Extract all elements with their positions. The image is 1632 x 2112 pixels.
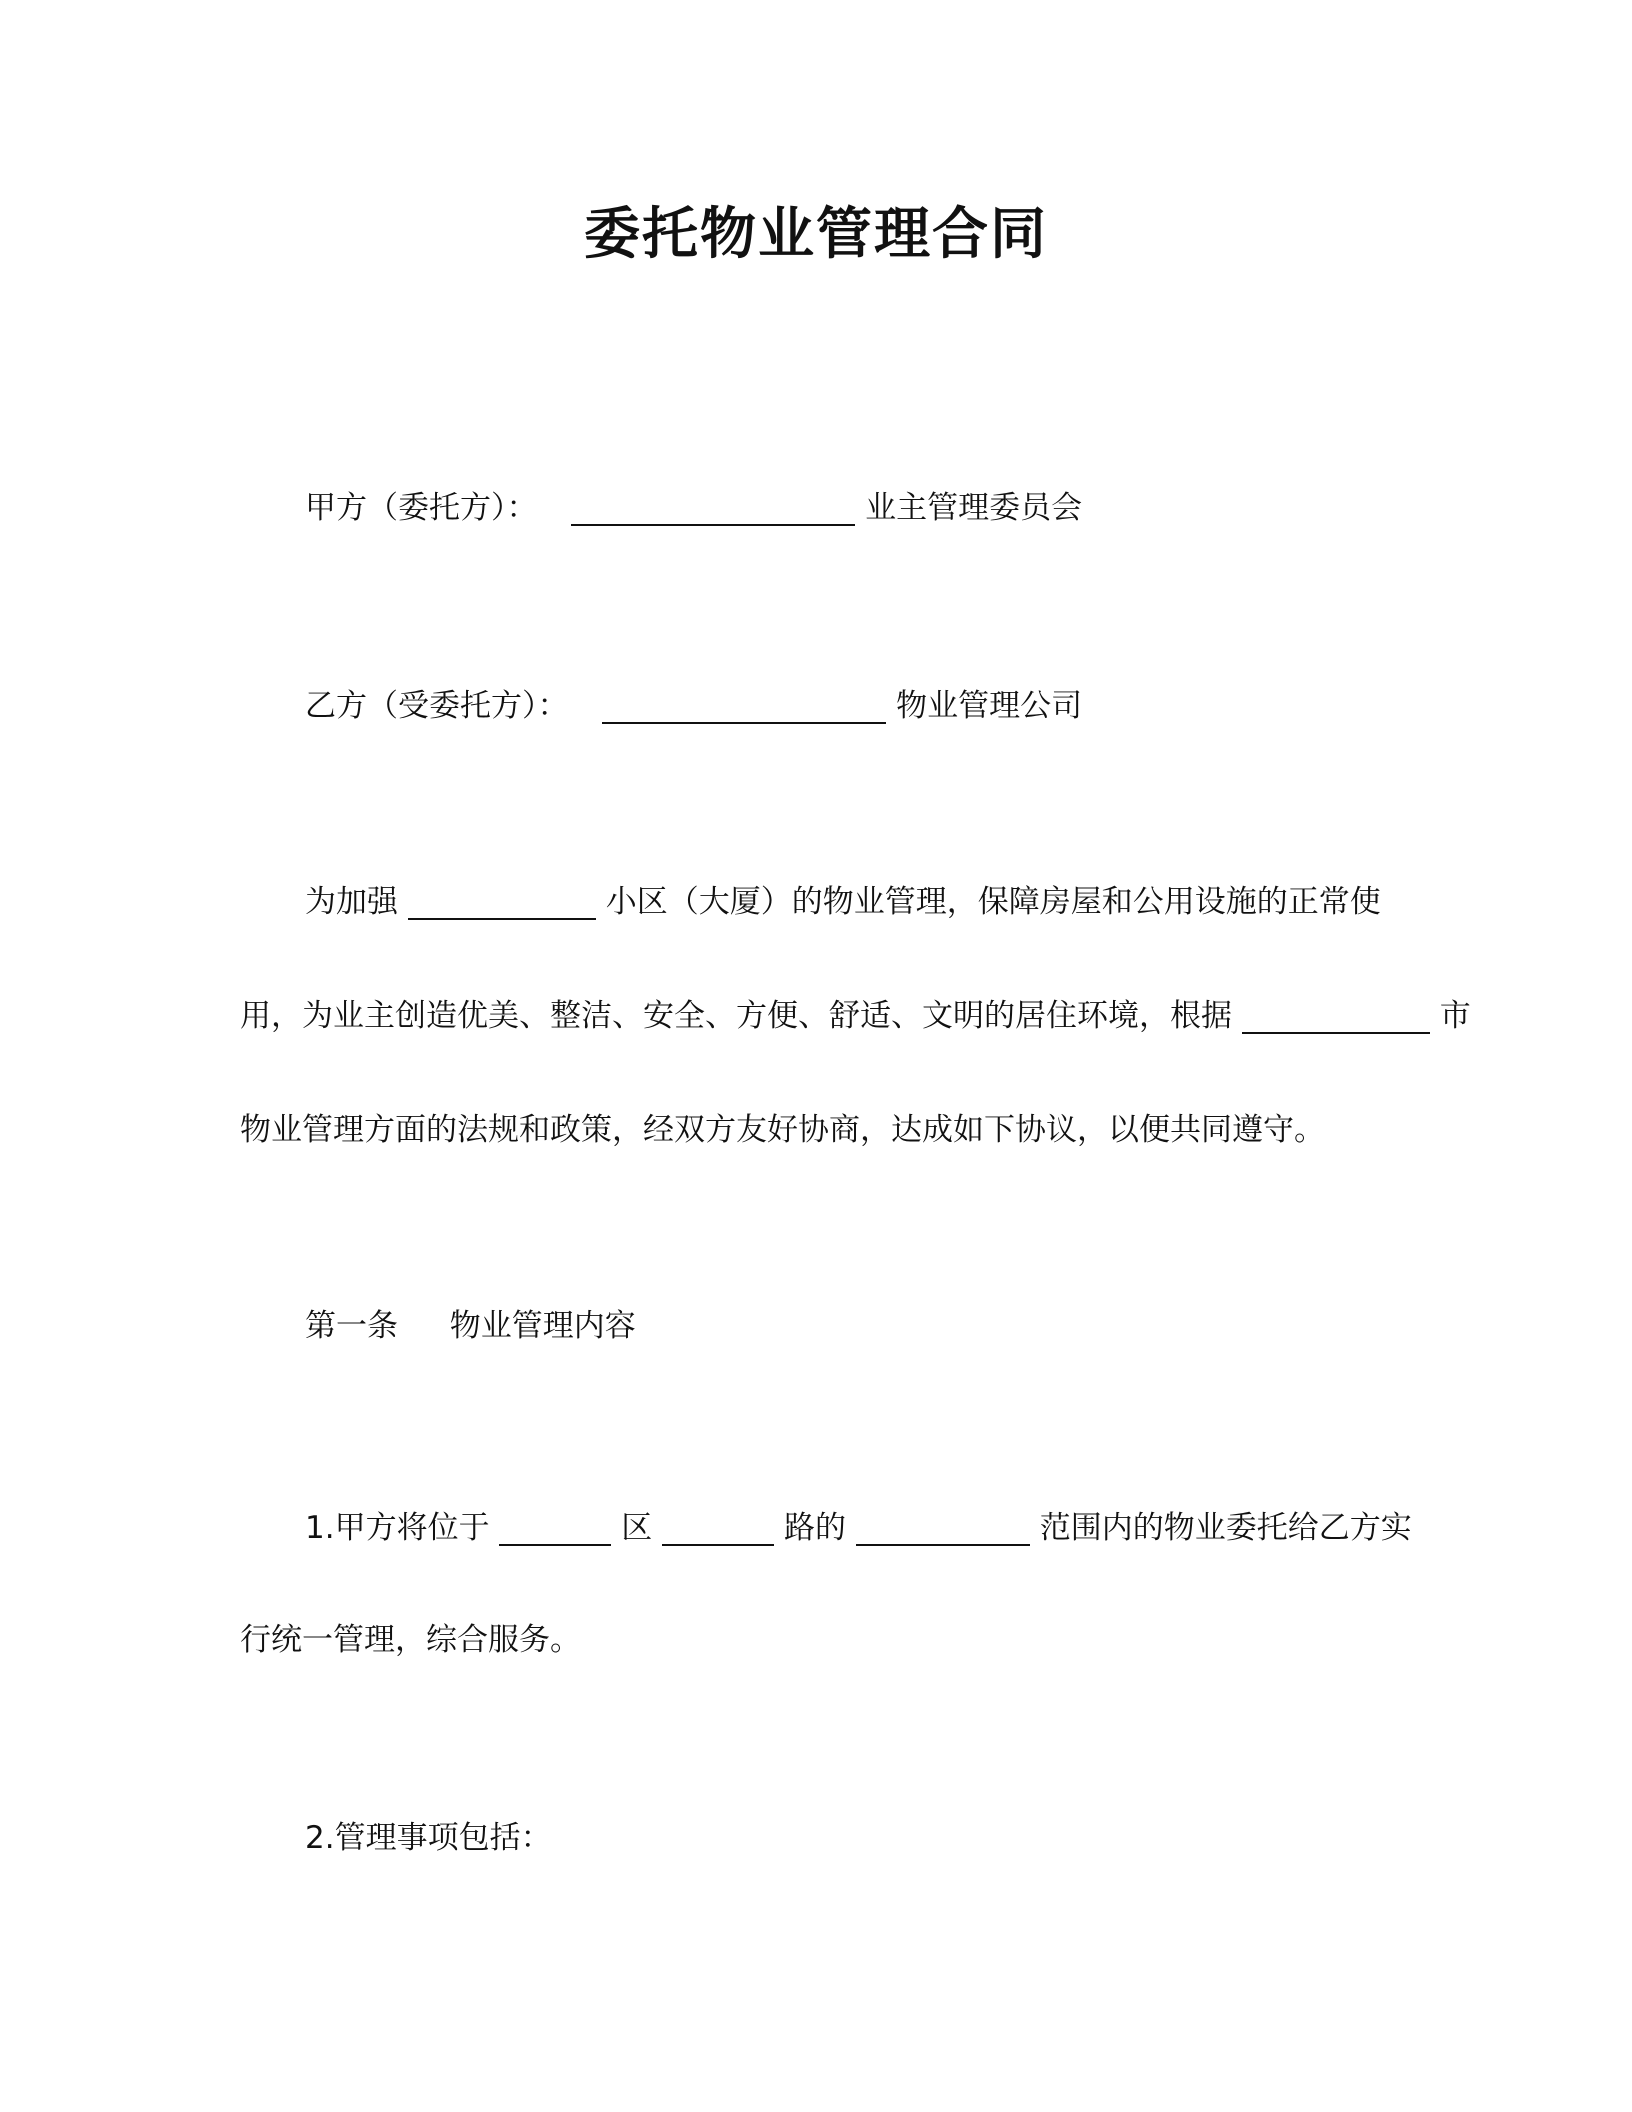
preamble-text-2b: 市 [1439,998,1471,1034]
party-b-blank [602,686,886,724]
article-1-heading [305,1304,636,1348]
party-a-blank [571,488,855,526]
article-1-number: 第一条 [305,1308,398,1344]
item-1-continuation [240,1618,581,1662]
party-b-label: 乙方（受委托方）： [305,688,569,724]
preamble-line-1 [305,880,1381,924]
item-1-line [305,1506,1412,1550]
item-1-text-a: 1.甲方将位于 [305,1510,490,1546]
preamble-text-1a: 为加强 [305,884,398,920]
item-1-text-d: 范围内的物业委托给乙方实 [1039,1510,1412,1546]
range-blank [856,1508,1030,1546]
party-b-line [305,684,1082,728]
item-1-text-cont: 行统一管理，综合服务。 [240,1622,581,1658]
item-2-line [305,1816,552,1860]
road-blank [662,1508,774,1546]
party-a-label: 甲方（委托方）： [305,490,538,526]
item-1-text-c: 路的 [784,1510,847,1546]
district-blank [499,1508,611,1546]
preamble-text-3: 物业管理方面的法规和政策，经双方友好协商，达成如下协议，以便共同遵守。 [240,1112,1325,1148]
party-a-line [305,486,1082,530]
preamble-text-1b: 小区（大厦）的物业管理，保障房屋和公用设施的正常使 [605,884,1381,920]
article-1-title: 物业管理内容 [449,1308,636,1344]
party-b-suffix: 物业管理公司 [896,688,1083,724]
preamble-text-2a: 用，为业主创造优美、整洁、安全、方便、舒适、文明的居住环境，根据 [240,998,1232,1034]
item-1-text-b: 区 [621,1510,653,1546]
preamble-line-3 [240,1108,1325,1152]
page-title: 委托物业管理合同 [584,202,1048,267]
preamble-line-2 [240,994,1471,1038]
community-name-blank [408,882,596,920]
city-name-blank [1242,996,1430,1034]
party-a-suffix: 业主管理委员会 [865,490,1083,526]
item-2-text: 2.管理事项包括： [305,1820,552,1856]
